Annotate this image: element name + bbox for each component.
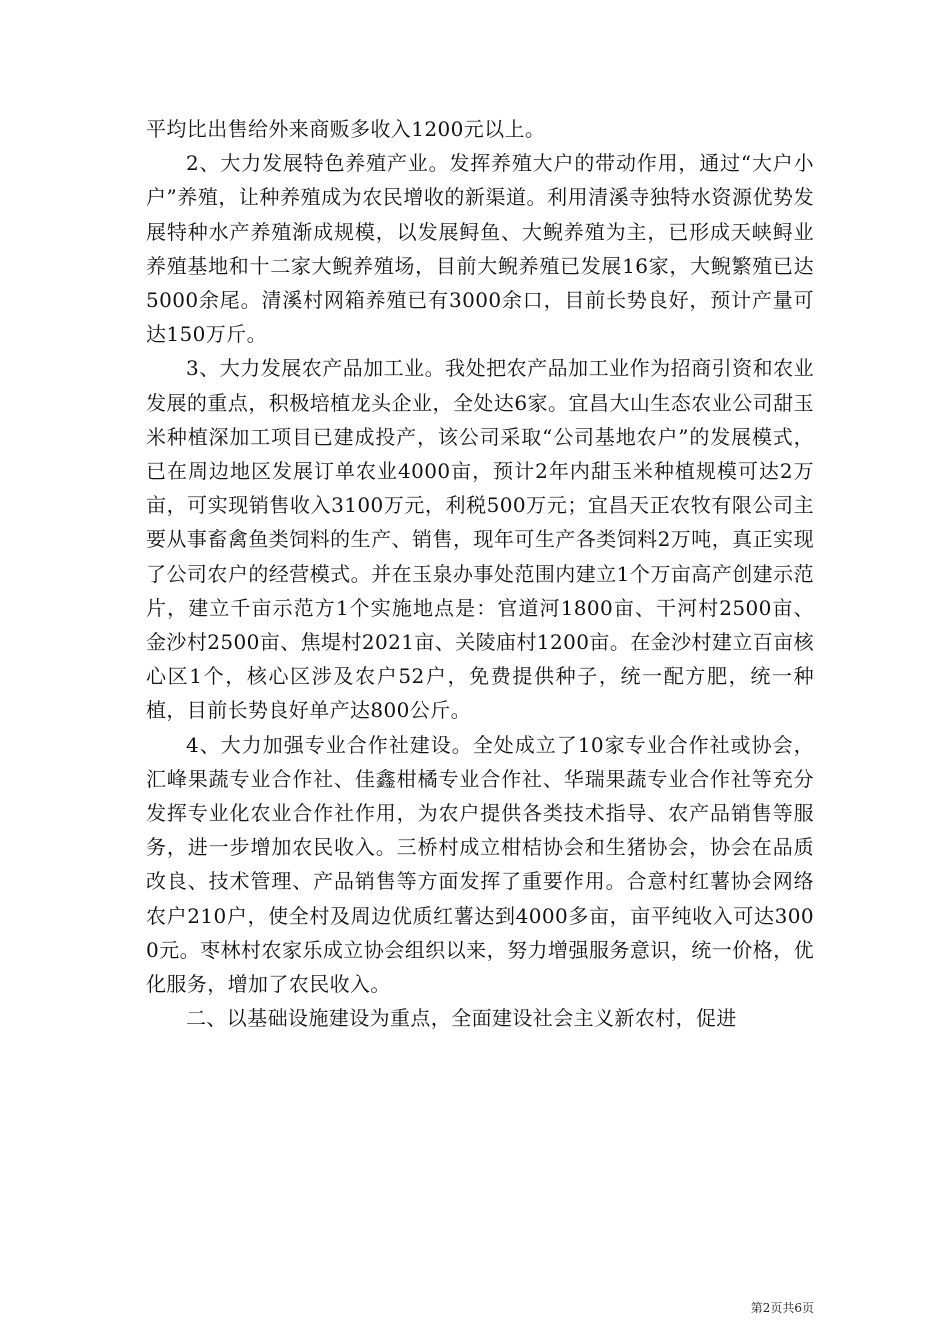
- paragraph-5: 二、以基础设施建设为重点，全面建设社会主义新农村，促进: [186, 1006, 737, 1031]
- paragraph-3: 3、大力发展农产品加工业。我处把农产品加工业作为招商引资和农业发展的重点，积极培植龙头企业，全处达6家。宜昌大山生态农业公司甜玉米种植深加工项目已建成投产，该公司采取“公司基地农户”的发展模式，已在周边地区发展订单农业4000亩，预计2年内甜玉米种植规模可达2万亩，可实现销售收入3100万元，利税500万元；宜昌天正农牧有限公司主要从事畜禽鱼类饲料的生产、销售，现年可生产各类饲料2万吨，真正实现了公司农户的经营模式。并在玉泉办事处范围内建立1个万亩高产创建示范片，建立千亩示范方1个实施地点是：官道河1800亩、干河村2500亩、金沙村2500亩、焦堤村2021亩、关陵庙村1200亩。在金沙村建立百亩核心区1个，核心区涉及农户52户，免费提供种子，统一配方肥，统一种植，目前长势良好单产达800公斤。: [146, 356, 814, 723]
- paragraph-1: 平均比出售给外来商贩多收入1200元以上。: [146, 117, 546, 141]
- paragraph-4: 4、大力加强专业合作社建设。全处成立了10家专业合作社或协会，汇峰果蔬专业合作社、佳鑫柑橘专业合作社、华瑞果蔬专业合作社等充分发挥专业化农业合作社作用，为农户提供各类技术指导、农产品销售等服务，进一步增加农民收入。三桥村成立柑桔协会和生猪协会，协会在品质改良、技术管理、产品销售等方面发挥了重要作用。合意村红薯协会网络农户210户，使全村及周边优质红薯达到4000多亩，亩平纯收入可达3000元。枣林村农家乐成立协会组织以来，努力增强服务意识，统一价格，优化服务，增加了农民收入。: [146, 732, 814, 997]
- page-number: 第2页共6页: [750, 1301, 814, 1315]
- document-body: [146, 112, 814, 1035]
- paragraph-2: 2、大力发展特色养殖产业。发挥养殖大户的带动作用，通过“大户小户”养殖，让种养殖成为农民增收的新渠道。利用清溪寺独特水资源优势发展特种水产养殖渐成规模，以发展鲟鱼、大鲵养殖为主，已形成天峡鲟业养殖基地和十二家大鲵养殖场，目前大鲵养殖已发展16家，大鲵繁殖已达5000余尾。清溪村网箱养殖已有3000余口，目前长势良好，预计产量可达150万斤。: [146, 151, 814, 347]
